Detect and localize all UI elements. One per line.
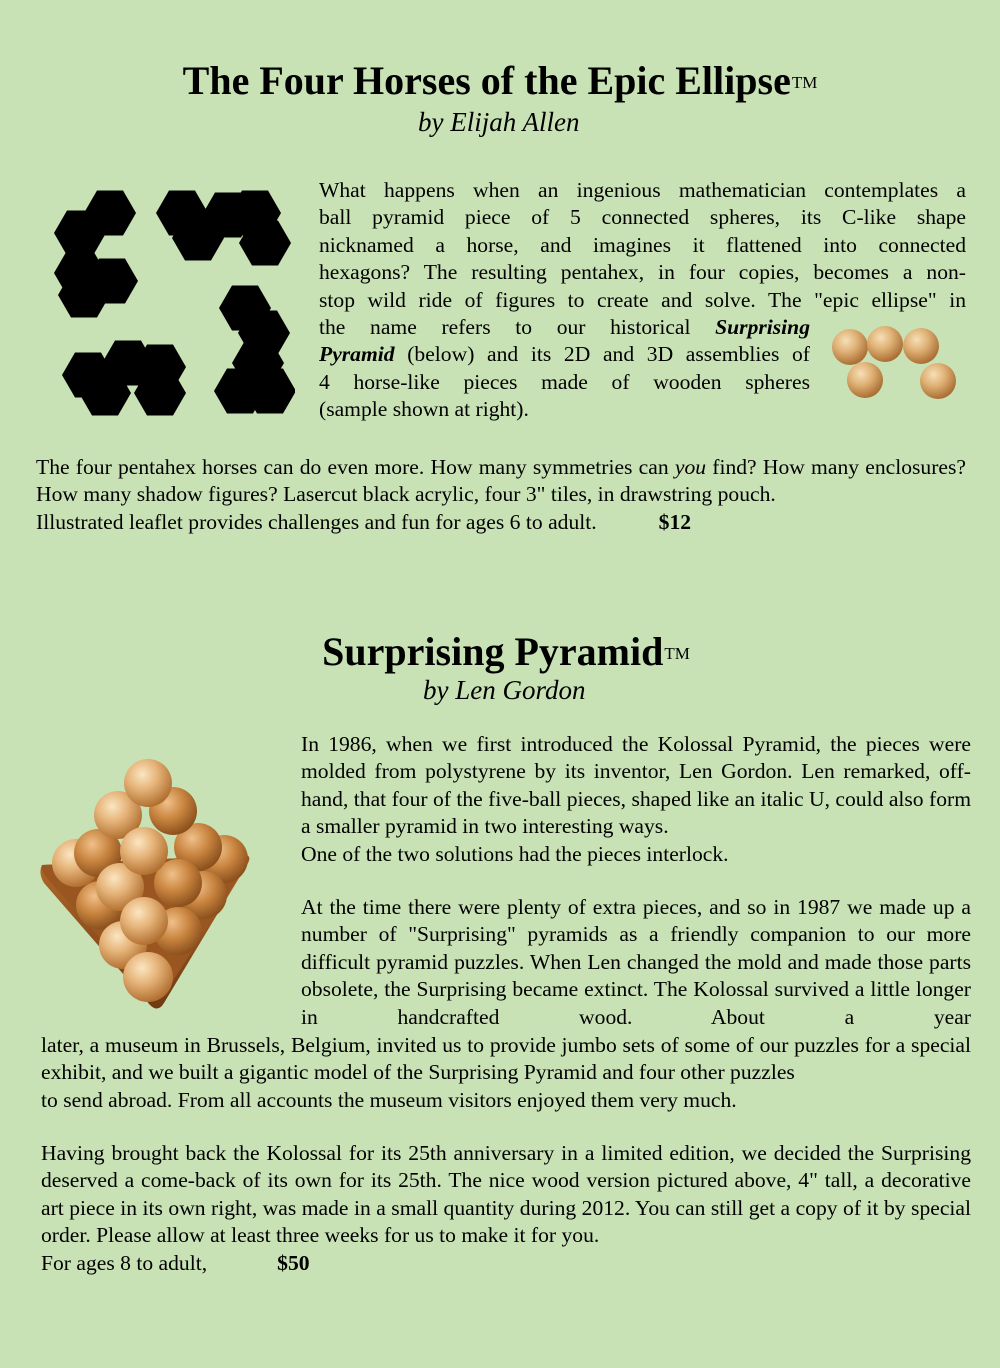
section1-title	[0, 57, 1000, 104]
section1-narrow-text	[319, 314, 810, 424]
narrow-line-1: the name refers to our historical Surprising	[319, 315, 810, 339]
narrow-line-2: Pyramid (below) and its 2D and 3D assemblies of	[319, 342, 810, 367]
trademark-mark: TM	[791, 73, 818, 92]
horse-piece-bottom	[62, 341, 186, 416]
section2-para2-wide: later, a museum in Brussels, Belgium, invited us to provide jumbo sets of some of our puzzles for a special exhibit, and we built a gigantic model of the Surprising Pyramid and four other puzzles to send abroad. From all accounts the museum visitors enjoyed them very much.	[41, 1033, 971, 1112]
price-horses: $12	[658, 509, 692, 534]
intro-line-3: nicknamed a horse, and imagines it flattened into connected	[319, 232, 966, 257]
pentahex-horses-image	[50, 183, 295, 418]
intro-line-4: hexagons? The resulting pentahex, in four copies, becomes a non-	[319, 260, 966, 285]
you-emphasis: you	[674, 455, 707, 479]
price-pyramid: $50	[277, 1250, 310, 1275]
section1-description: The four pentahex horses can do even more. How many symmetries can you find? How many enclosures? How many shadow figures? Lasercut black acrylic, four 3" tiles, in drawstring pouch. Illustrated leaflet provides challenges and fun for ages 6 to adult. $12	[36, 454, 966, 536]
pyramid-emphasis: Pyramid	[319, 342, 395, 367]
surprising-pyramid-image	[38, 755, 283, 1017]
section1-title-text: The Four Horses of the Epic Ellipse	[182, 58, 791, 103]
horse-piece-left	[54, 191, 138, 318]
narrow-line-3: 4 horse-like pieces made of wooden spheres	[319, 369, 810, 394]
section2-title-text: Surprising Pyramid	[322, 629, 664, 674]
section2-para2-narrow: At the time there were plenty of extra pieces, and so in 1987 we made up a number of "Surprising" pyramids as a friendly companion to our more difficult pyramid puzzles. When Len changed the mold and made those parts obsolete, the Surprising became extinct. The Kolossal survived a little longer in handcrafted wood. About a year	[301, 895, 971, 1029]
intro-line-5: stop wild ride of figures to create and solve. The "epic ellipse" in	[319, 287, 966, 312]
section2-title	[0, 628, 1000, 675]
section2-para3: Having brought back the Kolossal for its 25th anniversary in a limited edition, we decided the Surprising deserved a come-back of its own for its 25th. The nice wood version pictured above, 4" tall, a decorative art piece in its own right, was made in a small quantity during 2012. You can still get a copy of it by special order. Please allow at least three weeks for us to make it for you. For ages 8 to adult, $50	[41, 1140, 971, 1277]
surprising-emphasis: Surprising	[715, 315, 810, 339]
intro-line-1: What happens when an ingenious mathematician contemplates a	[319, 178, 966, 202]
section1-intro	[319, 177, 966, 314]
intro-line-2: ball pyramid piece of 5 connected spheres, its C-like shape	[319, 205, 966, 230]
section2-para1: In 1986, when we first introduced the Kolossal Pyramid, the pieces were molded from polystyrene by its inventor, Len Gordon. Len remarked, off-hand, that four of the five-ball pieces, shaped like an italic U, could also form a smaller pyramid in two interesting ways. One of the two solutions had the pieces interlock.	[301, 732, 971, 866]
horse-piece-right	[214, 286, 295, 414]
para3-last-line: For ages 8 to adult, $50	[41, 1250, 310, 1275]
description-last-line: Illustrated leaflet provides challenges and fun for ages 6 to adult. $12	[36, 509, 692, 534]
section2-byline: by Len Gordon	[423, 675, 586, 705]
section1-byline: by Elijah Allen	[418, 107, 580, 137]
wooden-horse-piece-image	[828, 325, 963, 405]
trademark-mark: TM	[664, 644, 690, 663]
horse-piece-top	[156, 191, 291, 266]
narrow-line-4: (sample shown at right).	[319, 397, 529, 422]
